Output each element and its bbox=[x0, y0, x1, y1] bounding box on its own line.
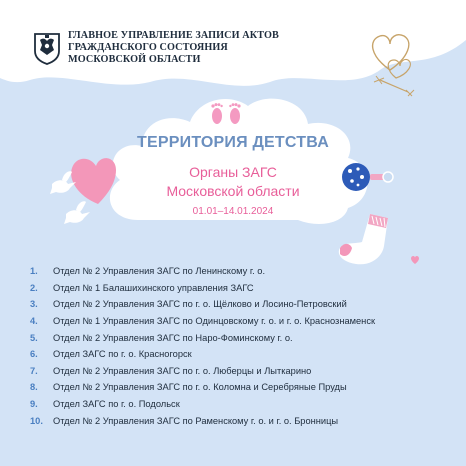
list-item-number: 4. bbox=[30, 316, 38, 327]
org-line-3: МОСКОВСКОЙ ОБЛАСТИ bbox=[68, 54, 201, 65]
list-item-name: Отдел № 1 Балашихинского управления ЗАГС bbox=[53, 282, 254, 293]
offices-list bbox=[30, 263, 375, 429]
heart-with-doves-icon bbox=[38, 140, 118, 240]
subtitle-line-2: Московской области bbox=[166, 183, 300, 199]
list-item-number: 1. bbox=[30, 266, 38, 277]
organization-name bbox=[68, 30, 279, 66]
list-item-number: 2. bbox=[30, 282, 38, 293]
list-item-number: 5. bbox=[30, 332, 38, 343]
list-item-name: Отдел № 2 Управления ЗАГС по г. о. Щёлково и Лосино-Петровский bbox=[53, 299, 347, 310]
list-item bbox=[30, 329, 375, 346]
list-item bbox=[30, 363, 375, 380]
list-item bbox=[30, 396, 375, 413]
list-item bbox=[30, 412, 375, 429]
list-item-name: Отдел № 2 Управления ЗАГС по Наро-Фоминскому г. о. bbox=[53, 332, 293, 343]
event-dates: 01.01–14.01.2024 bbox=[192, 206, 274, 217]
coat-of-arms-icon bbox=[32, 31, 62, 65]
org-line-2: ГРАЖДАНСКОГО СОСТОЯНИЯ bbox=[68, 42, 228, 53]
heart-doodle-icon bbox=[350, 20, 430, 100]
list-item-name: Отдел № 2 Управления ЗАГС по г. о. Люберцы и Лыткарино bbox=[53, 365, 312, 376]
rattle-icon bbox=[336, 157, 396, 197]
list-item-number: 9. bbox=[30, 399, 38, 410]
subtitle-line-1: Органы ЗАГС bbox=[189, 164, 277, 180]
small-heart-icon bbox=[410, 255, 420, 264]
org-line-1: ГЛАВНОЕ УПРАВЛЕНИЕ ЗАПИСИ АКТОВ bbox=[68, 30, 279, 41]
list-item-number: 10. bbox=[30, 415, 43, 426]
list-item-name: Отдел ЗАГС по г. о. Подольск bbox=[53, 399, 180, 410]
list-item bbox=[30, 296, 375, 313]
list-item-number: 7. bbox=[30, 365, 38, 376]
list-item bbox=[30, 280, 375, 297]
list-item-name: Отдел № 2 Управления ЗАГС по Ленинскому г. о. bbox=[53, 266, 266, 277]
list-item bbox=[30, 263, 375, 280]
baby-sock-icon bbox=[330, 210, 400, 270]
list-item-name: Отдел ЗАГС по г. о. Красногорск bbox=[53, 349, 192, 360]
list-item-number: 8. bbox=[30, 382, 38, 393]
list-item-number: 3. bbox=[30, 299, 38, 310]
list-item bbox=[30, 346, 375, 363]
list-item-name: Отдел № 2 Управления ЗАГС по г. о. Коломна и Серебряные Пруды bbox=[53, 382, 347, 393]
banner-subtitle bbox=[110, 163, 356, 201]
baby-feet-icon bbox=[205, 101, 247, 125]
list-item bbox=[30, 313, 375, 330]
list-item-name: Отдел № 1 Управления ЗАГС по Одинцовскому г. о. и г. о. Краснознаменск bbox=[53, 316, 376, 327]
list-item bbox=[30, 379, 375, 396]
header bbox=[32, 30, 279, 66]
banner-title: ТЕРРИТОРИЯ ДЕТСТВА bbox=[137, 134, 329, 151]
list-item-number: 6. bbox=[30, 349, 38, 360]
list-item-name: Отдел № 2 Управления ЗАГС по Раменскому г. о. и г. о. Бронницы bbox=[53, 415, 339, 426]
